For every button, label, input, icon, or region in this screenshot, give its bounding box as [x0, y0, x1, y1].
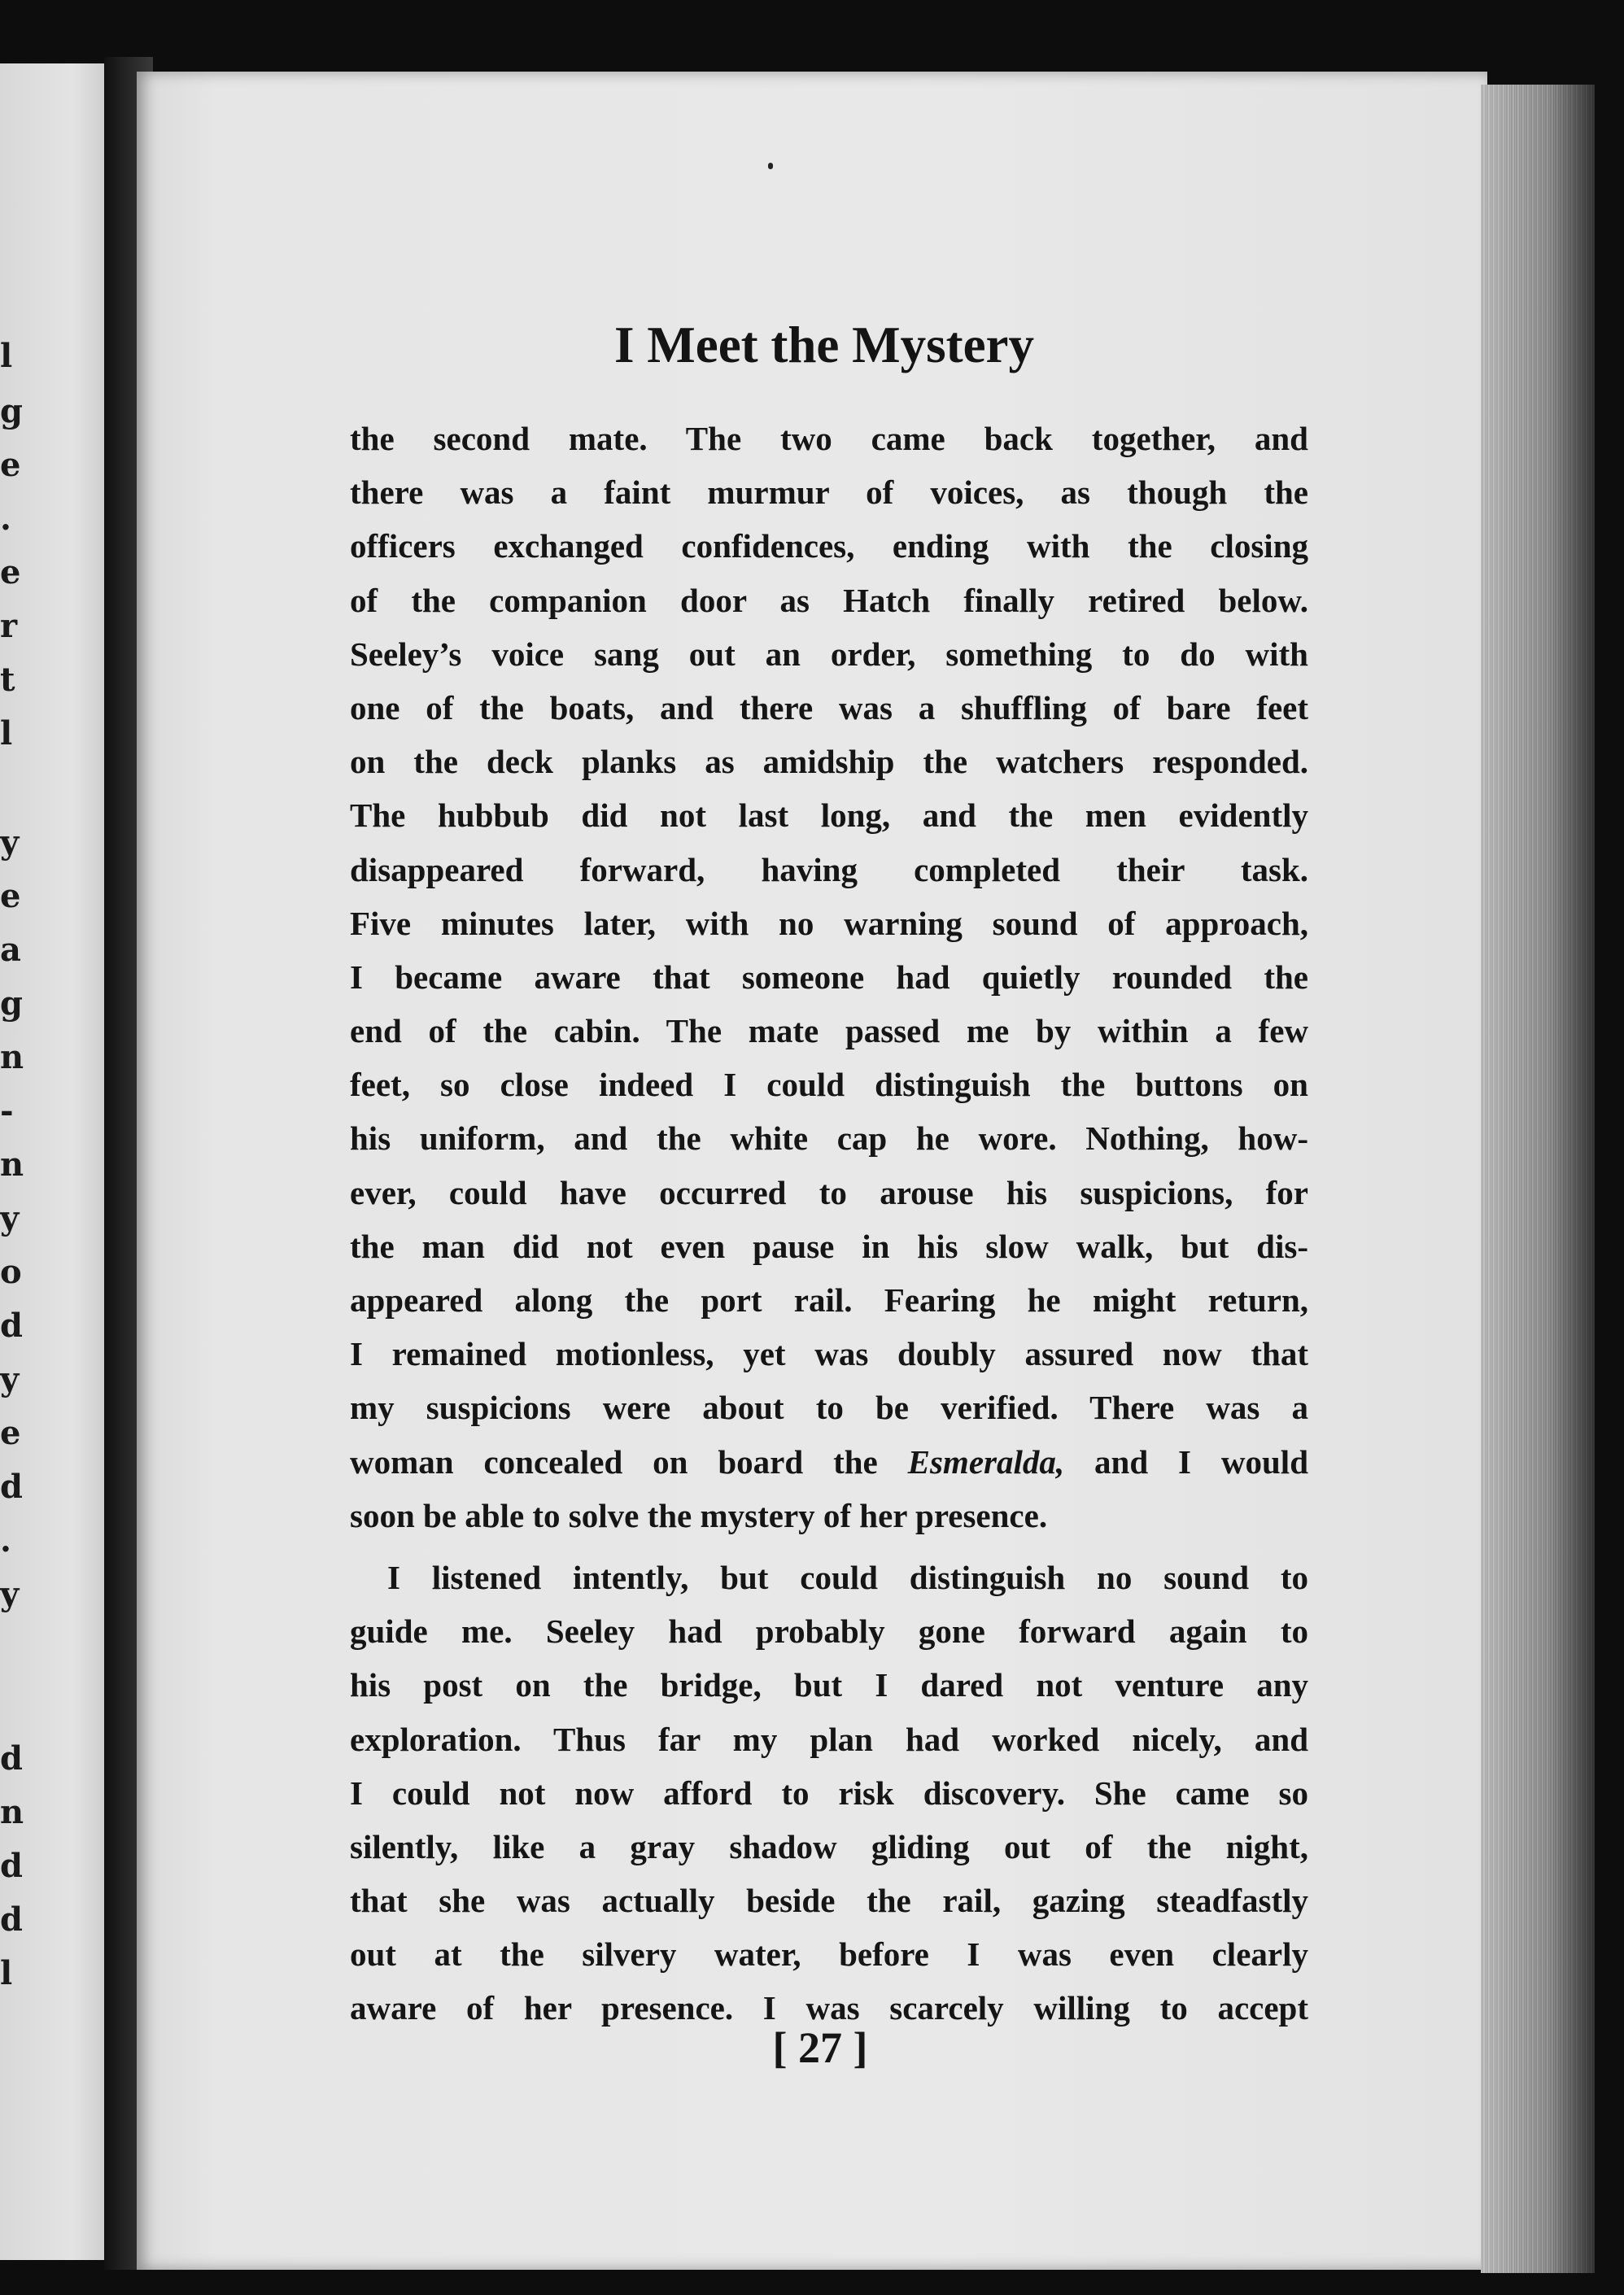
margin-letter: a	[0, 931, 21, 969]
margin-letter: t	[0, 661, 15, 699]
margin-letter: y	[0, 1575, 20, 1613]
margin-letter: r	[0, 607, 18, 645]
margin-letter: d	[0, 1307, 23, 1345]
previous-page-edge	[0, 63, 104, 2260]
margin-letter: o	[0, 1253, 22, 1291]
text-fragment: and I would	[1064, 1442, 1308, 1481]
text-line: his post on the bridge, but I dared not venture any	[350, 1666, 1308, 1704]
paragraph-break	[350, 1542, 1308, 1551]
text-line: one of the boats, and there was a shuffling of bare feet	[350, 688, 1308, 726]
page-number: [ 27 ]	[772, 2023, 868, 2072]
text-line: aware of her presence. I was scarcely willing to accept	[350, 1989, 1308, 2027]
margin-letter: l	[0, 714, 13, 753]
text-line: silently, like a gray shadow gliding out of the night,	[350, 1827, 1308, 1865]
margin-letter: l	[0, 1954, 13, 1992]
text-line: I became aware that someone had quietly rounded the	[350, 958, 1308, 996]
text-line	[350, 1435, 1308, 1489]
text-line: the man did not even pause in his slow walk, but dis-	[350, 1227, 1308, 1265]
margin-letter: e	[0, 553, 21, 591]
text-line: out at the silvery water, before I was even clearly	[350, 1935, 1308, 1974]
text-line: that she was actually beside the rail, gazing steadfastly	[350, 1882, 1308, 1920]
text-line: appeared along the port rail. Fearing he might return,	[350, 1281, 1308, 1319]
margin-letter: d	[0, 1468, 23, 1506]
margin-letter: g	[0, 392, 23, 430]
text-line: his uniform, and the white cap he wore. Nothing, how-	[350, 1119, 1308, 1158]
margin-letter: y	[0, 1199, 20, 1237]
text-line: my suspicions were about to be verified. There was a	[350, 1389, 1308, 1427]
text-line: Five minutes later, with no warning sound of approach,	[350, 904, 1308, 942]
text-line: exploration. Thus far my plan had worked nicely, and	[350, 1720, 1308, 1758]
text-line: end of the cabin. The mate passed me by within a few	[350, 1012, 1308, 1050]
text-line: soon be able to solve the mystery of her presence.	[350, 1496, 1048, 1534]
text-line: Seeley’s voice sang out an order, something to do with	[350, 635, 1308, 673]
text-line: the second mate. The two came back together, and	[350, 420, 1308, 457]
margin-letter: d	[0, 1847, 23, 1885]
margin-letter: n	[0, 1793, 24, 1831]
text-line: ever, could have occurred to arouse his suspicions, for	[350, 1173, 1308, 1211]
margin-letter: .	[0, 500, 11, 538]
margin-letter: y	[0, 1360, 20, 1398]
margin-letter: y	[0, 823, 20, 862]
margin-letter: d	[0, 1739, 23, 1778]
text-line: there was a faint murmur of voices, as though the	[350, 473, 1308, 512]
margin-letter: e	[0, 877, 21, 915]
margin-letter: e	[0, 1414, 21, 1452]
ink-speck	[768, 163, 773, 169]
margin-letter: -	[0, 1092, 14, 1130]
text-fragment: woman concealed on board the	[350, 1442, 878, 1481]
text-line: of the companion door as Hatch finally retired below.	[350, 581, 1308, 619]
text-line: I remained motionless, yet was doubly assured now that	[350, 1335, 1308, 1373]
margin-letter: .	[0, 1521, 11, 1560]
text-line: feet, so close indeed I could distinguish the buttons on	[350, 1066, 1308, 1104]
margin-letter: n	[0, 1145, 24, 1184]
margin-letter: e	[0, 446, 21, 484]
text-line: disappeared forward, having completed their task.	[350, 850, 1308, 888]
text-line: on the deck planks as amidship the watchers responded.	[350, 743, 1308, 781]
text-line: guide me. Seeley had probably gone forward again to	[350, 1612, 1308, 1651]
margin-letter: d	[0, 1900, 23, 1939]
book-page	[137, 72, 1487, 2270]
margin-letter: n	[0, 1038, 24, 1076]
page-block-shadow	[1481, 85, 1595, 2273]
text-line: I listened intently, but could distinguish no sound to	[387, 1558, 1308, 1596]
margin-letter: g	[0, 984, 23, 1023]
text-line: The hubbub did not last long, and the men evidently	[350, 796, 1308, 835]
margin-letter: l	[0, 337, 13, 375]
body-text	[350, 412, 1308, 2035]
ship-name: Esmeralda,	[907, 1442, 1065, 1481]
text-line: officers exchanged confidences, ending with the closing	[350, 527, 1308, 565]
running-head: I Meet the Mystery	[614, 316, 1034, 373]
text-line: I could not now afford to risk discovery. She came so	[350, 1774, 1308, 1812]
